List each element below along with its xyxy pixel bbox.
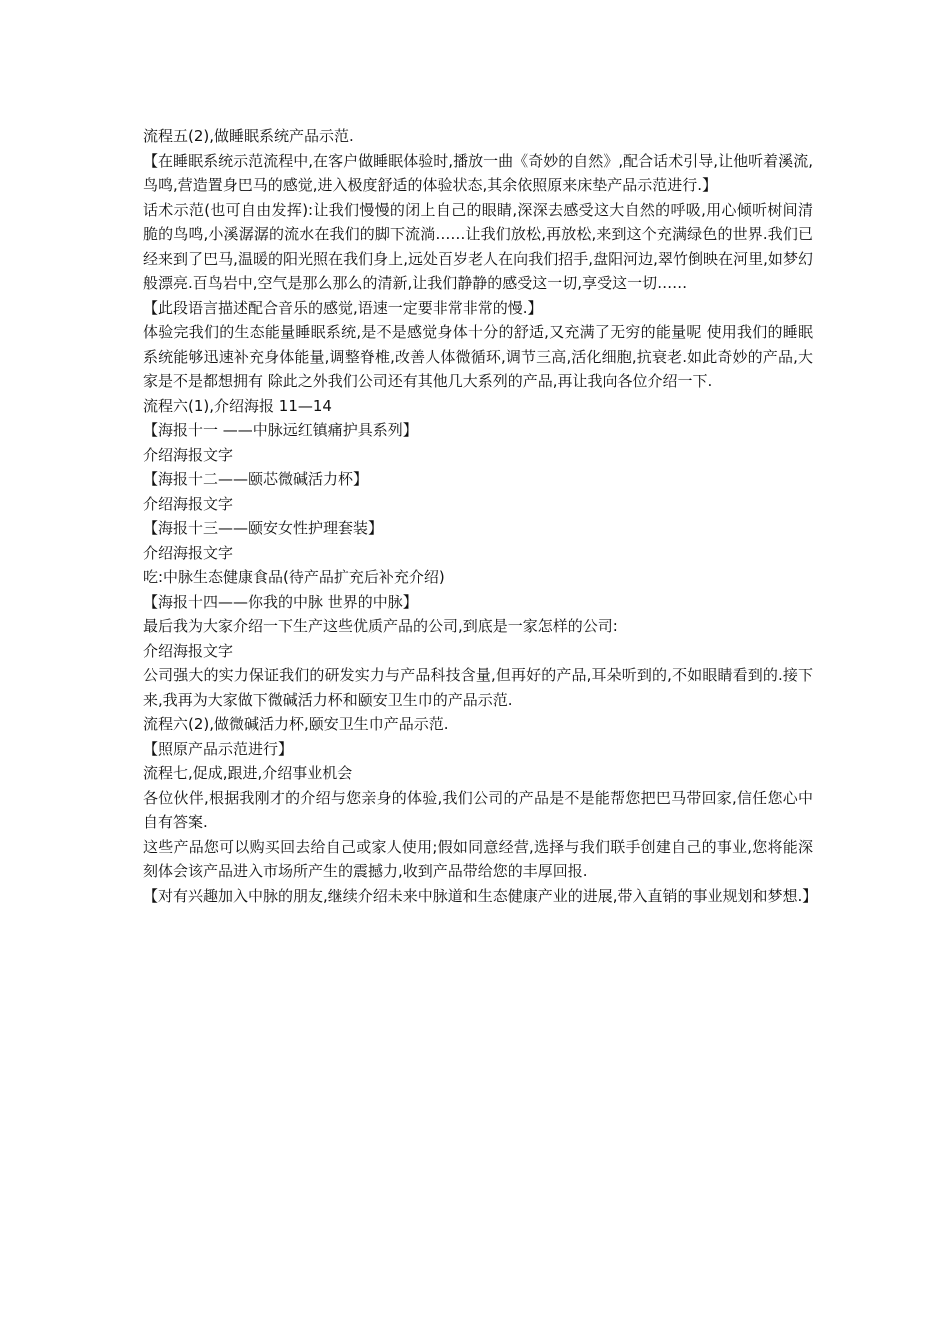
paragraph-experience-summary: 体验完我们的生态能量睡眠系统,是不是感觉身体十分的舒适,又充满了无穷的能量呢 使用我们的睡眠系统能够迅速补充身体能量,调整脊椎,改善人体微循环,调节三高,活化细胞,抗衰老.如此奇妙的产品,大家是不是都想拥有 除此之外我们公司还有其他几大系列的产品,再让我向各位介绍一下. <box>143 323 813 390</box>
paragraph-process-5-2: 流程五(2),做睡眠系统产品示范. <box>143 127 354 145</box>
paragraph-poster-text: 介绍海报文字 <box>143 641 234 660</box>
paragraph-script-demo: 话术示范(也可自由发挥):让我们慢慢的闭上自己的眼睛,深深去感受这大自然的呼吸,用心倾听树间清脆的鸟鸣,小溪潺潺的流水在我们的脚下流淌……让我们放松,再放松,来到这个充满绿色的世界.我们已经来到了巴马,温暖的阳光照在我们身上,远处百岁老人在向我们招手,盘阳河边,翠竹倒映在河里,如梦幻般漂亮.百鸟岩中,空气是那么那么的清新,让我们静静的感受这一切,享受这一切…… <box>143 200 813 292</box>
paragraph-poster-12: 【海报十二——颐芯微碱活力杯】 <box>143 470 369 488</box>
paragraph-process-6-2: 流程六(2),做微碱活力杯,颐安卫生巾产品示范. <box>143 715 449 733</box>
paragraph-purchase-or-business: 这些产品您可以购买回去给自己或家人使用;假如同意经营,选择与我们联手创建自己的事业,您将能深刻体会该产品进入市场所产生的震撼力,收到产品带给您的丰厚回报. <box>143 837 813 880</box>
paragraph-poster-text: 介绍海报文字 <box>143 543 234 562</box>
paragraph-partners: 各位伙伴,根据我刚才的介绍与您亲身的体验,我们公司的产品是不是能帮您把巴马带回家,信任您心中自有答案. <box>143 788 813 831</box>
paragraph-speech-note: 【此段语言描述配合音乐的感觉,语速一定要非常非常的慢.】 <box>143 298 543 317</box>
paragraph-company-intro: 最后我为大家介绍一下生产这些优质产品的公司,到底是一家怎样的公司: <box>143 617 618 635</box>
paragraph-company-strength: 公司强大的实力保证我们的研发实力与产品科技含量,但再好的产品,耳朵听到的,不如眼睛看到的.接下来,我再为大家做下微碱活力杯和颐安卫生巾的产品示范. <box>143 666 813 709</box>
paragraph-poster-text: 介绍海报文字 <box>143 445 234 464</box>
paragraph-process-7: 流程七,促成,跟进,介绍事业机会 <box>143 764 353 782</box>
paragraph-process-6-1: 流程六(1),介绍海报 11—14 <box>143 396 332 415</box>
paragraph-poster-14: 【海报十四——你我的中脉 世界的中脉】 <box>143 592 418 611</box>
paragraph-sleep-demo-note: 【在睡眠系统示范流程中,在客户做睡眠体验时,播放一曲《奇妙的自然》,配合话术引导,让他听着溪流,鸟鸣,营造置身巴马的感觉,进入极度舒适的体验状态,其余依照原来床垫产品示范进行.】 <box>143 151 813 194</box>
paragraph-food-products: 吃:中脉生态健康食品(待产品扩充后补充介绍) <box>143 568 445 586</box>
paragraph-original-demo: 【照原产品示范进行】 <box>143 739 294 758</box>
paragraph-poster-text: 介绍海报文字 <box>143 494 234 513</box>
paragraph-poster-11: 【海报十一 ——中脉远红镇痛护具系列】 <box>143 421 418 439</box>
paragraph-poster-13: 【海报十三——颐安女性护理套装】 <box>143 519 384 537</box>
document-body <box>143 124 818 908</box>
paragraph-interested-friends: 【对有兴趣加入中脉的朋友,继续介绍未来中脉道和生态健康产业的进展,带入直销的事业规划和梦想.】 <box>143 886 818 905</box>
